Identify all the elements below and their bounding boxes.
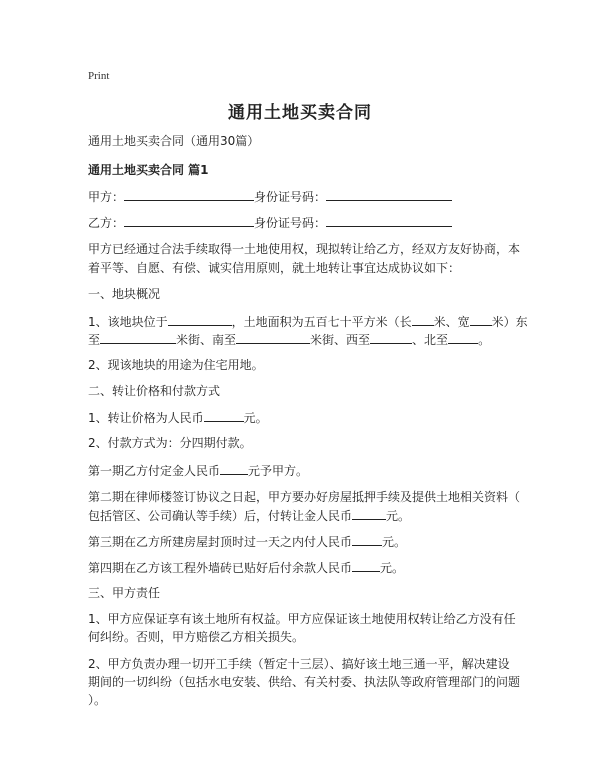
east-blank [100, 331, 176, 344]
phase-2-text-a: 包括管区、公司确认等手续）后，付转让金人民币 [88, 509, 353, 523]
phase-1-text-b: 元予甲方。 [248, 464, 309, 478]
party-a-name-blank [124, 188, 254, 201]
duty-2-line-1: 2、甲方负责办理一切开工手续（暂定十三层）、搞好该土地三通一平，解决建设 [88, 657, 510, 671]
clause-1-text-c: 米、宽 [433, 315, 470, 329]
length-blank [412, 313, 434, 326]
phase-1-text-a: 第一期乙方付定金人民币 [88, 464, 221, 478]
clause-1-text-a: 1、该地块位于 [88, 315, 168, 329]
party-b-name-blank [124, 214, 254, 227]
width-blank [470, 313, 492, 326]
phase-2-blank [352, 507, 386, 520]
payment-phase-3 [88, 533, 406, 551]
payment-method: 2、付款方式为：分四期付款。 [88, 436, 252, 450]
party-b-id-label: 身份证号码： [254, 216, 327, 230]
clause-2: 2、现该地块的用途为住宅用地。 [88, 358, 264, 372]
print-label[interactable]: Print [88, 70, 110, 82]
price-line [88, 409, 268, 427]
phase-3-text-a: 第三期在乙方所建房屋封顶时过一天之内付人民币 [88, 535, 353, 549]
clause-1-text-i: 。 [478, 333, 491, 347]
duty-1-line-2: 何纠纷。否则，甲方赔偿乙方相关损失。 [88, 630, 305, 644]
duty-2-line-3: ）。 [88, 693, 107, 707]
section-title: 通用土地买卖合同 篇1 [88, 163, 209, 177]
heading-land-overview: 一、地块概况 [88, 287, 161, 301]
subtitle: 通用土地买卖合同（通用30篇） [88, 134, 260, 148]
phase-1-blank [220, 462, 248, 475]
party-b-row [88, 214, 452, 232]
price-text-a: 1、转让价格为人民币 [88, 411, 204, 425]
clause-1-line-2 [88, 331, 490, 349]
clause-1-text-b: ，土地面积为五百七十平方米（长 [231, 315, 412, 329]
clause-1-text-d: 米）东 [491, 315, 528, 329]
clause-1-text-e: 至 [88, 333, 101, 347]
phase-3-text-b: 元。 [382, 535, 407, 549]
party-a-id-blank [326, 188, 452, 201]
payment-phase-4 [88, 559, 404, 577]
party-a-id-label: 身份证号码： [254, 190, 327, 204]
payment-phase-2-line-1: 第二期在律师楼签订协议之日起，甲方要办好房屋抵押手续及提供土地相关资料（ [88, 490, 521, 504]
payment-phase-2-line-2 [88, 507, 410, 525]
clause-1-text-h: 、北至 [412, 333, 449, 347]
heading-party-a-duties: 三、甲方责任 [88, 586, 161, 600]
party-b-id-blank [326, 214, 452, 227]
heading-price-payment: 二、转让价格和付款方式 [88, 384, 221, 398]
phase-3-blank [352, 533, 382, 546]
duty-1-line-1: 1、甲方应保证享有该土地所有权益。甲方应保证该土地使用权转让给乙方没有任 [88, 612, 516, 626]
intro-line-2: 着平等、自愿、有偿、诚实信用原则，就土地转让事宜达成协议如下： [88, 261, 461, 275]
price-text-b: 元。 [243, 411, 268, 425]
west-blank [370, 331, 412, 344]
phase-4-text-a: 第四期在乙方该工程外墙砖已贴好后付余款人民币 [88, 561, 353, 575]
phase-4-text-b: 元。 [380, 561, 405, 575]
duty-2-line-2: 期间的一切纠纷（包括水电安装、供给、有关村委、执法队等政府管理部门的问题 [88, 675, 521, 689]
north-blank [448, 331, 478, 344]
price-blank [204, 409, 244, 422]
clause-1-line-1 [88, 313, 528, 331]
party-a-label: 甲方： [88, 190, 125, 204]
phase-2-text-b: 元。 [386, 509, 411, 523]
phase-4-blank [352, 559, 380, 572]
south-blank [236, 331, 310, 344]
clause-1-text-g: 米街、西至 [310, 333, 371, 347]
document-title: 通用土地买卖合同 [228, 103, 372, 123]
payment-phase-1 [88, 462, 308, 480]
party-a-row [88, 188, 452, 206]
location-blank [168, 313, 232, 326]
clause-1-text-f: 米街、南至 [176, 333, 237, 347]
party-b-label: 乙方： [88, 216, 125, 230]
intro-line-1: 甲方已经通过合法手续取得一土地使用权，现拟转让给乙方，经双方友好协商，本 [88, 242, 521, 256]
